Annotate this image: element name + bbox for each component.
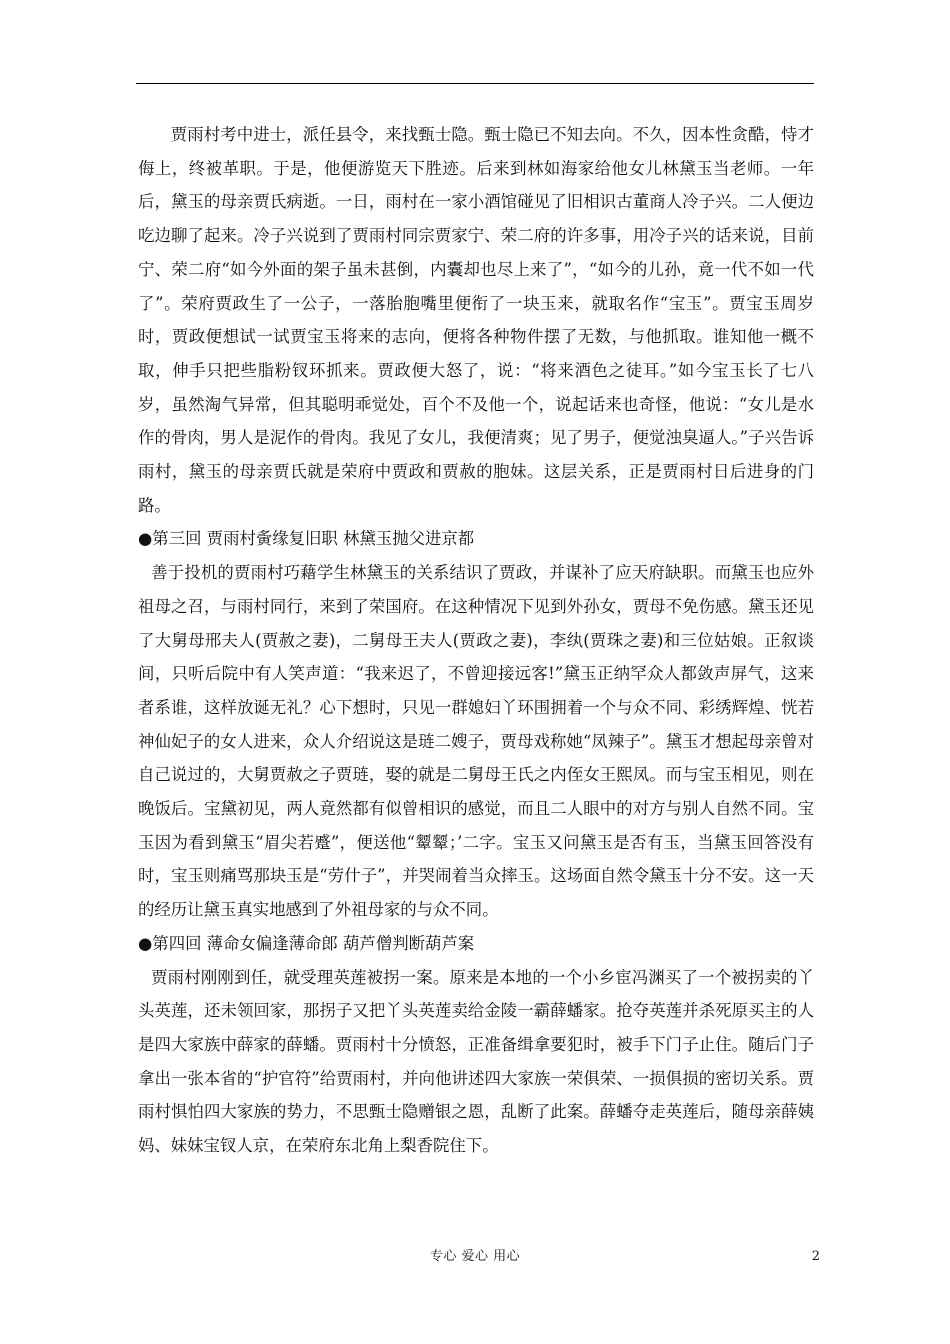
page-number: 2 xyxy=(811,1249,820,1264)
header-rule xyxy=(136,83,814,84)
chapter-4-heading: ●第四回 薄命女偏逢薄命郎 葫芦僧判断葫芦案 xyxy=(138,933,475,953)
chapter-3-heading: ●第三回 贾雨村夤缘复旧职 林黛玉抛父进京都 xyxy=(138,529,475,549)
footer-motto: 专心 爱心 用心 xyxy=(429,1249,521,1264)
document-body xyxy=(138,118,814,1163)
paragraph-jia-yucun: 贾雨村考中进士，派任县令，来找甄士隐。甄士隐已不知去向。不久，因本性贪酷，恃才侮上，终被革职。于是，他便游览天下胜迹。后来到林如海家给他女儿林黛玉当老师。一年后，黛玉的母亲贾氏病逝。一日，雨村在一家小酒馆碰见了旧相识古董商人冷子兴。二人便边吃边聊了起来。冷子兴说到了贾雨村同宗贾家宁、荣二府的许多事，用冷子兴的话来说，目前宁、荣二府“如今外面的架子虽未甚倒，内囊却也尽上来了”，“如今的儿孙，竟一代不如一代了”。荣府贾政生了一公子，一落胎胞嘴里便衔了一块玉来，就取名作“宝玉”。贾宝玉周岁时，贾政便想试一试贾宝玉将来的志向，便将各种物件摆了无数，与他抓取。谁知他一概不取，伸手只把些脂粉钗环抓来。贾政便大怒了，说：“将来酒色之徒耳。”如今宝玉长了七八岁，虽然淘气异常，但其聪明乖觉处，百个不及他一个，说起话来也奇怪，他说：“女儿是水作的骨肉，男人是泥作的骨肉。我见了女儿，我便清爽；见了男子，便觉浊臭逼人。”子兴告诉雨村，黛玉的母亲贾氏就是荣府中贾政和贾赦的胞妹。这层关系，正是贾雨村日后进身的门路。 xyxy=(138,125,814,515)
paragraph-chapter-3: 善于投机的贾雨村巧藉学生林黛玉的关系结识了贾政，并谋补了应天府缺职。而黛玉也应外祖母之召，与雨村同行，来到了荣国府。在这种情况下见到外孙女，贾母不免伤感。黛玉还见了大舅母邢夫人(贾赦之妻)，二舅母王夫人(贾政之妻)，李纨(贾珠之妻)和三位姑娘。正叙谈间，只听后院中有人笑声道：“我来迟了，不曾迎接远客!”黛玉正纳罕众人都敛声屏气，这来者系谁，这样放诞无礼？心下想时，只见一群媳妇丫环围拥着一个与众不同、彩绣辉煌、恍若神仙妃子的女人进来，众人介绍说这是琏二嫂子，贾母戏称她“凤辣子”。黛玉才想起母亲曾对自己说过的，大舅贾赦之子贾琏，娶的就是二舅母王氏之内侄女王熙凤。而与宝玉相见，则在晚饭后。宝黛初见，两人竟然都有似曾相识的感觉，而且二人眼中的对方与别人自然不同。宝玉因为看到黛玉“眉尖若蹙”，便送他“颦颦；’二字。宝玉又问黛玉是否有玉，当黛玉回答没有时，宝玉则痛骂那块玉是“劳什子”，并哭闹着当众摔玉。这场面自然令黛玉十分不安。这一天的经历让黛玉真实地感到了外祖母家的与众不同。 xyxy=(138,563,814,920)
paragraph-chapter-4: 贾雨村刚刚到任，就受理英莲被拐一案。原来是本地的一个小乡宦冯渊买了一个被拐卖的丫头英莲，还未领回家，那拐子又把丫头英莲卖给金陵一霸薛蟠家。抢夺英莲并杀死原买主的人是四大家族中薛家的薛蟠。贾雨村十分愤怒，正准备缉拿要犯时，被手下门子止住。随后门子拿出一张本省的“护官符”给贾雨村，并向他讲述四大家族一荣俱荣、一损俱损的密切关系。贾雨村惧怕四大家族的势力，不思甄士隐赠银之恩，乱断了此案。薛蟠夺走英莲后，随母亲薛姨妈、妹妹宝钗人京，在荣府东北角上梨香院住下。 xyxy=(138,967,814,1156)
